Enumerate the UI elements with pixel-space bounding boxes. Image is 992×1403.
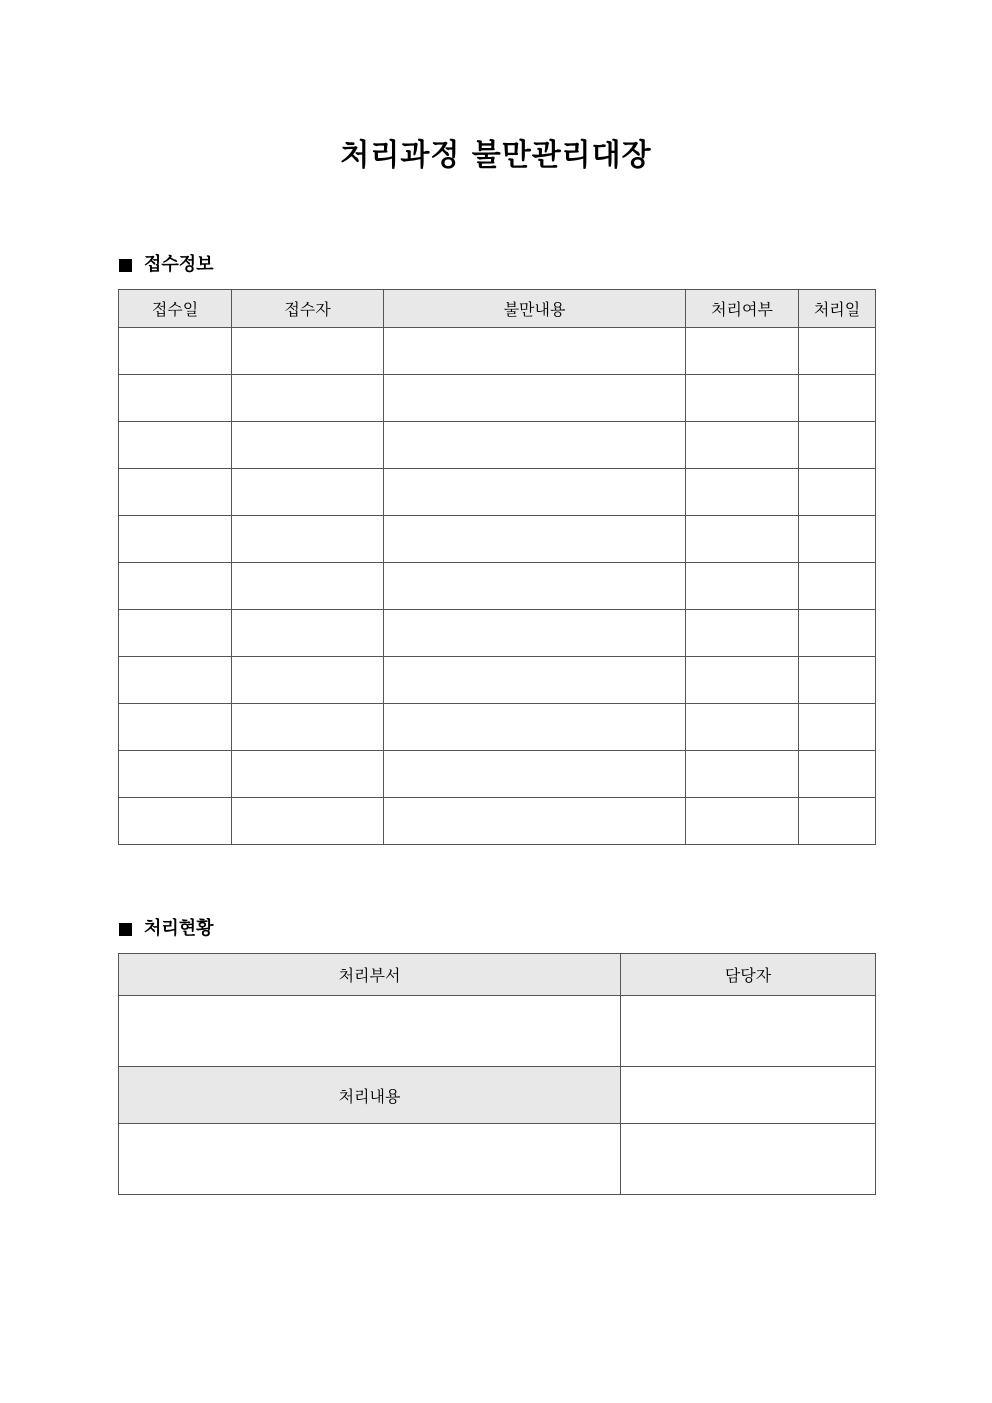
complaint-cell[interactable] xyxy=(384,563,686,610)
process-date-cell[interactable] xyxy=(799,751,876,798)
receiver-cell[interactable] xyxy=(232,516,384,563)
table-row xyxy=(119,704,876,751)
table-row xyxy=(119,1124,876,1195)
process-date-cell[interactable] xyxy=(799,610,876,657)
receiver-cell[interactable] xyxy=(232,798,384,845)
process-date-cell[interactable] xyxy=(799,516,876,563)
complaint-cell[interactable] xyxy=(384,422,686,469)
col-header-process-date: 처리일 xyxy=(799,290,876,328)
processed-cell[interactable] xyxy=(686,328,799,375)
dept-cell[interactable] xyxy=(119,996,621,1067)
col-header-complaint: 불만내용 xyxy=(384,290,686,328)
process-date-cell[interactable] xyxy=(799,657,876,704)
process-date-cell[interactable] xyxy=(799,563,876,610)
receipt-date-cell[interactable] xyxy=(119,657,232,704)
table-row xyxy=(119,563,876,610)
receipt-date-cell[interactable] xyxy=(119,704,232,751)
complaint-cell[interactable] xyxy=(384,610,686,657)
receipt-date-cell[interactable] xyxy=(119,798,232,845)
processing-content-header-row xyxy=(119,1067,876,1124)
col-header-processed: 처리여부 xyxy=(686,290,799,328)
receiver-cell[interactable] xyxy=(232,375,384,422)
processed-cell[interactable] xyxy=(686,422,799,469)
reception-table xyxy=(118,289,876,845)
table-row xyxy=(119,996,876,1067)
processed-cell[interactable] xyxy=(686,563,799,610)
col-header-manager: 담당자 xyxy=(621,954,876,996)
receiver-cell[interactable] xyxy=(232,610,384,657)
table-row xyxy=(119,328,876,375)
blank-cell[interactable] xyxy=(621,1124,876,1195)
processing-header-row xyxy=(119,954,876,996)
table-row xyxy=(119,422,876,469)
processed-cell[interactable] xyxy=(686,469,799,516)
table-row xyxy=(119,375,876,422)
receipt-date-cell[interactable] xyxy=(119,422,232,469)
section-heading-processing xyxy=(119,917,214,941)
complaint-cell[interactable] xyxy=(384,657,686,704)
table-row xyxy=(119,469,876,516)
process-date-cell[interactable] xyxy=(799,422,876,469)
table-row xyxy=(119,657,876,704)
processed-cell[interactable] xyxy=(686,798,799,845)
complaint-cell[interactable] xyxy=(384,704,686,751)
reception-header-row xyxy=(119,290,876,328)
receiver-cell[interactable] xyxy=(232,469,384,516)
receipt-date-cell[interactable] xyxy=(119,610,232,657)
col-header-dept: 처리부서 xyxy=(119,954,621,996)
process-date-cell[interactable] xyxy=(799,328,876,375)
complaint-cell[interactable] xyxy=(384,328,686,375)
table-row xyxy=(119,610,876,657)
manager-cell[interactable] xyxy=(621,996,876,1067)
receipt-date-cell[interactable] xyxy=(119,469,232,516)
square-bullet-icon xyxy=(119,259,132,272)
process-date-cell[interactable] xyxy=(799,375,876,422)
section-heading-label: 접수정보 xyxy=(144,254,214,275)
process-date-cell[interactable] xyxy=(799,704,876,751)
receiver-cell[interactable] xyxy=(232,657,384,704)
blank-cell[interactable] xyxy=(621,1067,876,1124)
processed-cell[interactable] xyxy=(686,610,799,657)
receipt-date-cell[interactable] xyxy=(119,375,232,422)
content-cell[interactable] xyxy=(119,1124,621,1195)
section-heading-reception xyxy=(119,253,214,277)
processed-cell[interactable] xyxy=(686,751,799,798)
receiver-cell[interactable] xyxy=(232,422,384,469)
receiver-cell[interactable] xyxy=(232,751,384,798)
section-heading-label: 처리현황 xyxy=(144,918,214,939)
col-header-receiver: 접수자 xyxy=(232,290,384,328)
receipt-date-cell[interactable] xyxy=(119,328,232,375)
complaint-cell[interactable] xyxy=(384,375,686,422)
receipt-date-cell[interactable] xyxy=(119,516,232,563)
complaint-cell[interactable] xyxy=(384,751,686,798)
table-row xyxy=(119,751,876,798)
complaint-cell[interactable] xyxy=(384,469,686,516)
complaint-cell[interactable] xyxy=(384,516,686,563)
square-bullet-icon xyxy=(119,923,132,936)
table-row xyxy=(119,516,876,563)
receiver-cell[interactable] xyxy=(232,328,384,375)
processed-cell[interactable] xyxy=(686,375,799,422)
processing-table xyxy=(118,953,876,1195)
process-date-cell[interactable] xyxy=(799,798,876,845)
complaint-cell[interactable] xyxy=(384,798,686,845)
table-row xyxy=(119,798,876,845)
receipt-date-cell[interactable] xyxy=(119,751,232,798)
receiver-cell[interactable] xyxy=(232,704,384,751)
col-header-receipt-date: 접수일 xyxy=(119,290,232,328)
receiver-cell[interactable] xyxy=(232,563,384,610)
processed-cell[interactable] xyxy=(686,704,799,751)
col-header-content: 처리내용 xyxy=(119,1067,621,1124)
page-title: 처리과정 불만관리대장 xyxy=(340,138,652,173)
processed-cell[interactable] xyxy=(686,657,799,704)
processed-cell[interactable] xyxy=(686,516,799,563)
process-date-cell[interactable] xyxy=(799,469,876,516)
receipt-date-cell[interactable] xyxy=(119,563,232,610)
